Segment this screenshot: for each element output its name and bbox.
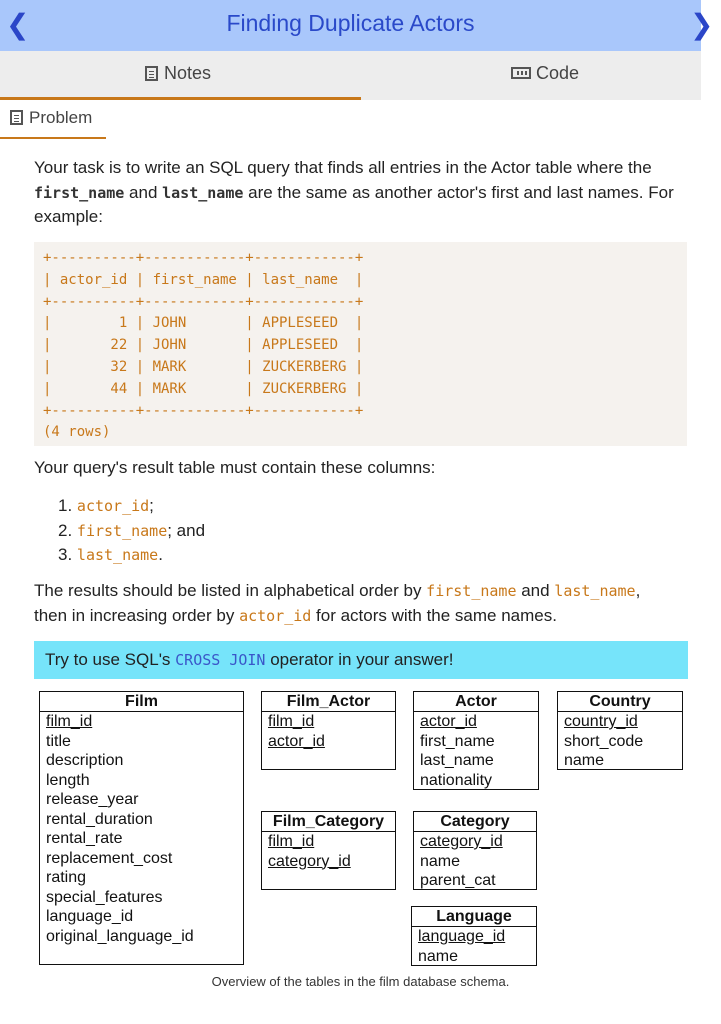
- intro-text: are the same as another actor's first and last names. For: [243, 182, 674, 202]
- tab-code[interactable]: [361, 51, 701, 97]
- intro-text: and: [124, 182, 163, 202]
- problem-description: [34, 156, 684, 230]
- hint-text: operator in your answer!: [265, 650, 454, 669]
- table-field: name: [418, 947, 459, 965]
- document-icon: [10, 110, 23, 125]
- code-first-name: first_name: [34, 183, 125, 202]
- table-title: Film_Actor: [262, 692, 395, 712]
- table-field: special_features: [46, 888, 163, 906]
- schema-table-film: [39, 691, 244, 965]
- tab-notes-label: Notes: [164, 63, 212, 83]
- table-field: film_id: [268, 713, 315, 730]
- schema-table-category: [413, 811, 537, 890]
- example-output-text: +----------+------------+------------+ | actor_id | first_name | last_name | +----------+------------+------------+ | 1 | JOHN | APPLESEED | | 22 | JOHN | APPLESEED | | 32 | MARK | ZUCKERBERG | | 44 | MARK | ZUCKERBERG | +----------+------------+------------+ (4 rows): [43, 250, 364, 441]
- list-item: 2. first_name; and: [58, 520, 206, 540]
- tab-notes[interactable]: [0, 51, 361, 100]
- list-item: 3. last_name.: [58, 545, 163, 564]
- table-title: Actor: [414, 692, 538, 712]
- table-field: last_name: [420, 752, 494, 769]
- tab-code-label: Code: [536, 63, 580, 83]
- hint-text: Try to use SQL's: [45, 650, 176, 669]
- table-field: category_id: [268, 852, 351, 870]
- chevron-left-icon[interactable]: ❮: [6, 9, 30, 40]
- example-output-block: [34, 242, 687, 446]
- table-field: parent_cat: [420, 872, 496, 889]
- columns-list: [58, 494, 205, 568]
- table-field: rental_duration: [46, 810, 153, 828]
- tab-problem[interactable]: [0, 103, 106, 139]
- schema-table-film-actor: [261, 691, 396, 770]
- table-title: Film: [40, 692, 243, 712]
- table-field: actor_id: [420, 713, 477, 730]
- table-field: category_id: [420, 833, 503, 850]
- table-field: actor_id: [268, 732, 325, 750]
- table-field: original_language_id: [46, 927, 194, 945]
- chevron-right-icon[interactable]: ❯: [690, 9, 714, 40]
- table-field: nationality: [420, 771, 493, 789]
- table-field: release_year: [46, 791, 139, 808]
- table-field: rating: [46, 869, 87, 886]
- table-field: name: [564, 752, 605, 769]
- table-title: Category: [414, 812, 536, 832]
- keyboard-icon: [511, 67, 531, 79]
- schema-table-language: [411, 906, 537, 966]
- ordering-description: The results should be listed in alphabetical order by first_name and last_name, then in increasing order by actor_id for actors with the same names.: [34, 581, 641, 625]
- hint-code: CROSS JOIN: [175, 651, 266, 669]
- table-field: replacement_cost: [46, 849, 173, 867]
- table-title: Language: [412, 907, 536, 927]
- table-title: Film_Category: [262, 812, 395, 832]
- list-item: 1. actor_id;: [58, 496, 154, 515]
- schema-table-film-category: [261, 811, 396, 890]
- top-bar: [0, 0, 714, 51]
- intro-text: Your task is to write an SQL query that finds all entries in the Actor table where the: [34, 158, 652, 177]
- table-field: country_id: [564, 713, 638, 730]
- code-last-name: last_name: [162, 183, 244, 202]
- table-field: first_name: [420, 732, 495, 750]
- table-field: rental_rate: [46, 830, 123, 847]
- schema-caption: Overview of the tables in the film database schema.: [211, 974, 510, 989]
- document-icon: [145, 66, 158, 81]
- table-field: length: [46, 771, 90, 789]
- tab-bar: [0, 51, 701, 100]
- table-field: title: [46, 732, 71, 750]
- table-field: name: [420, 852, 461, 870]
- table-field: language_id: [418, 928, 506, 945]
- table-field: description: [46, 752, 124, 769]
- intro-text: example:: [34, 207, 103, 226]
- schema-table-country: [557, 691, 683, 770]
- table-field: short_code: [564, 732, 644, 750]
- table-field: film_id: [46, 713, 93, 730]
- page-title: Finding Duplicate Actors: [226, 10, 475, 36]
- hint-banner: [34, 641, 688, 679]
- tab-problem-label: Problem: [29, 108, 93, 127]
- table-field: language_id: [46, 908, 134, 925]
- table-title: Country: [558, 692, 682, 712]
- schema-table-actor: [413, 691, 539, 790]
- table-field: film_id: [268, 833, 315, 850]
- columns-intro: Your query's result table must contain these columns:: [34, 458, 436, 477]
